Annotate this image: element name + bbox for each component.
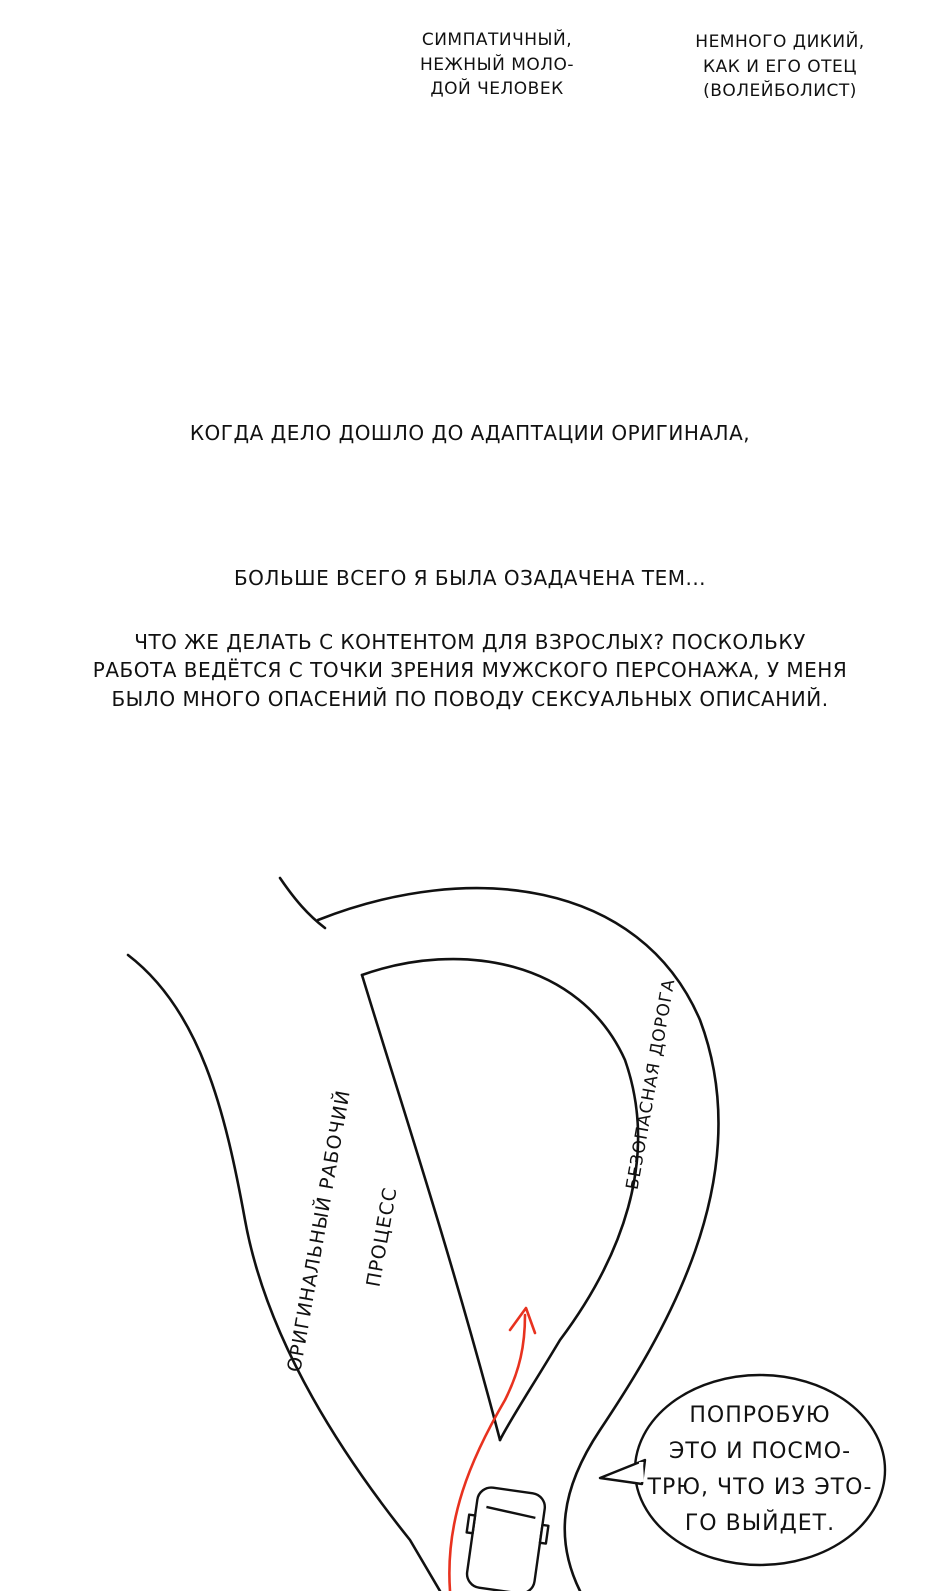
road-label-safe: БЕЗОПАСНАЯ ДОРОГА (622, 977, 680, 1192)
note-left-line: ДОЙ ЧЕЛОВЕК (430, 79, 564, 100)
paragraph-line: ЧТО ЖЕ ДЕЛАТЬ С КОНТЕНТОМ ДЛЯ ВЗРОСЛЫХ? ПОСКОЛЬКУ (134, 630, 806, 654)
route-arrow-head (510, 1308, 535, 1333)
paragraph-line: БЫЛО МНОГО ОПАСЕНИЙ ПО ПОВОДУ СЕКСУАЛЬНЫХ ОПИСАНИЙ. (111, 686, 829, 711)
road-label-original: ОРИГИНАЛЬНЫЙ РАБОЧИЙ (283, 1088, 355, 1374)
note-right-line: НЕМНОГО ДИКИЙ, (695, 32, 865, 52)
narration-line-1: КОГДА ДЕЛО ДОШЛО ДО АДАПТАЦИИ ОРИГИНАЛА, (189, 421, 751, 445)
bubble-line: ЭТО И ПОСМО- (668, 1439, 852, 1464)
note-left-line: НЕЖНЫЙ МОЛО- (419, 54, 575, 75)
note-right-line: (ВОЛЕЙБОЛИСТ) (703, 81, 857, 102)
note-left-line: СИМПАТИЧНЫЙ, (421, 30, 573, 50)
bubble-line: ТРЮ, ЧТО ИЗ ЭТО- (647, 1475, 873, 1500)
road-right-inner-edge (362, 959, 638, 1440)
bubble-line: ГО ВЫЙДЕТ. (684, 1511, 836, 1536)
note-right-line: КАК И ЕГО ОТЕЦ (703, 56, 857, 77)
road-left-outer-edge (128, 955, 440, 1591)
narration-line-2: БОЛЬШЕ ВСЕГО Я БЫЛА ОЗАДАЧЕНА ТЕМ... (233, 566, 707, 590)
car-icon (465, 1486, 548, 1591)
speech-bubble (600, 1375, 885, 1565)
bubble-line: ПОПРОБУЮ (689, 1403, 831, 1428)
road-label-original-2: ПРОЦЕСС (362, 1185, 402, 1289)
paragraph-line: РАБОТА ВЕДЁТСЯ С ТОЧКИ ЗРЕНИЯ МУЖСКОГО ПЕРСОНАЖА, У МЕНЯ (92, 658, 848, 683)
